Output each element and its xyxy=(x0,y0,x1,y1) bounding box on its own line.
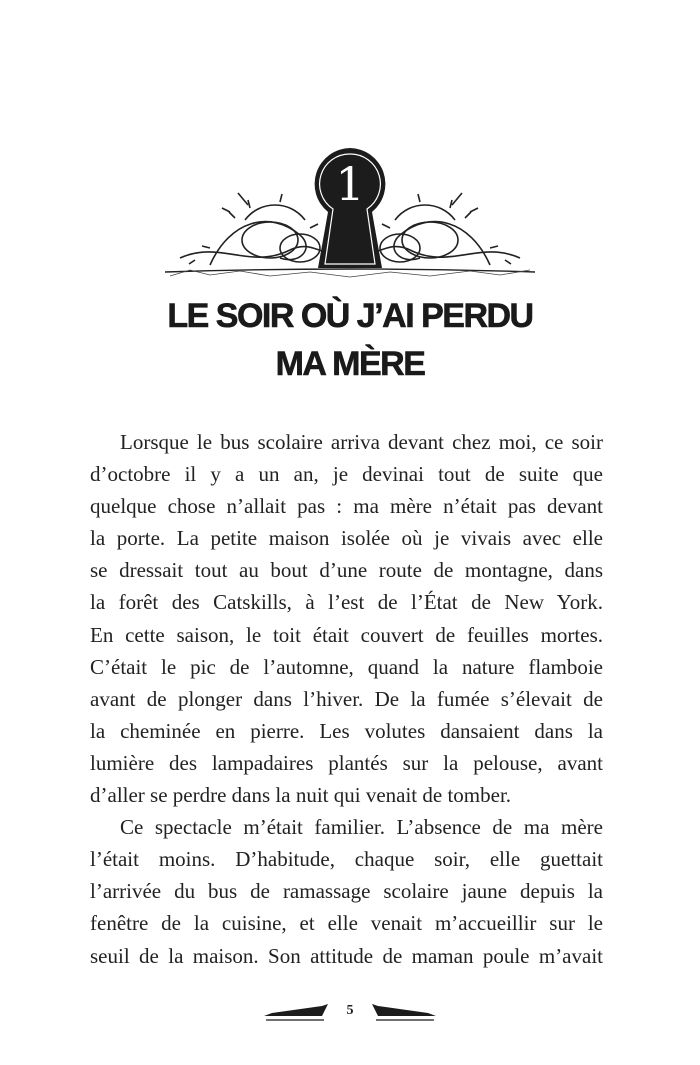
paragraph-1 xyxy=(90,426,603,811)
text-line: d’octobre il y a un an, je devinai tout de suite que xyxy=(90,462,603,487)
keyhole-thorns-ornament xyxy=(150,140,550,290)
text-line: la cheminée en pierre. Les volutes dansaient dans la xyxy=(90,718,603,743)
text-line: la porte. La petite maison isolée où je vivais avec elle xyxy=(90,526,603,551)
text-line: Ce spectacle m’était familier. L’absence de ma mère xyxy=(120,815,603,840)
right-folio-flourish-icon xyxy=(372,1004,436,1020)
text-line: En cette saison, le toit était couvert de feuilles mortes. xyxy=(90,622,603,647)
text-line: la forêt des Catskills, à l’est de l’État de New York. xyxy=(90,590,603,615)
text-line: seuil de la maison. Son attitude de maman poule m’avait xyxy=(90,943,603,968)
text-line: quelque chose n’allait pas : ma mère n’était pas devant xyxy=(90,494,603,519)
chapter-title-line-1: LE SOIR OÙ J’AI PERDU xyxy=(167,297,533,335)
chapter-title xyxy=(0,292,700,388)
ground-line xyxy=(165,269,535,277)
text-line: d’aller se perdre dans la nuit qui venait de tomber. xyxy=(90,783,512,808)
text-line: se dressait tout au bout d’une route de montagne, dans xyxy=(90,558,603,583)
chapter-body xyxy=(90,426,603,972)
text-line: l’était moins. D’habitude, chaque soir, elle guettait xyxy=(90,847,603,872)
paragraph-2 xyxy=(90,811,603,971)
chapter-title-line-2: MA MÈRE xyxy=(275,345,425,383)
text-line: fenêtre de la cuisine, et elle venait m’accueillir sur le xyxy=(90,911,603,936)
text-line: avant de plonger dans l’hiver. De la fumée s’élevait de xyxy=(90,686,603,711)
page-footer xyxy=(262,996,438,1026)
text-line: C’était le pic de l’automne, quand la nature flamboie xyxy=(90,654,603,679)
chapter-number: 1 xyxy=(335,157,365,211)
text-line: Lorsque le bus scolaire arriva devant chez moi, ce soir xyxy=(120,430,603,454)
text-line: l’arrivée du bus de ramassage scolaire jaune depuis la xyxy=(90,879,603,904)
page-number: 5 xyxy=(346,1003,354,1018)
keyhole-icon xyxy=(315,148,386,268)
left-folio-flourish-icon xyxy=(264,1004,328,1020)
text-line: lumière des lampadaires plantés sur la pelouse, avant xyxy=(90,750,603,775)
